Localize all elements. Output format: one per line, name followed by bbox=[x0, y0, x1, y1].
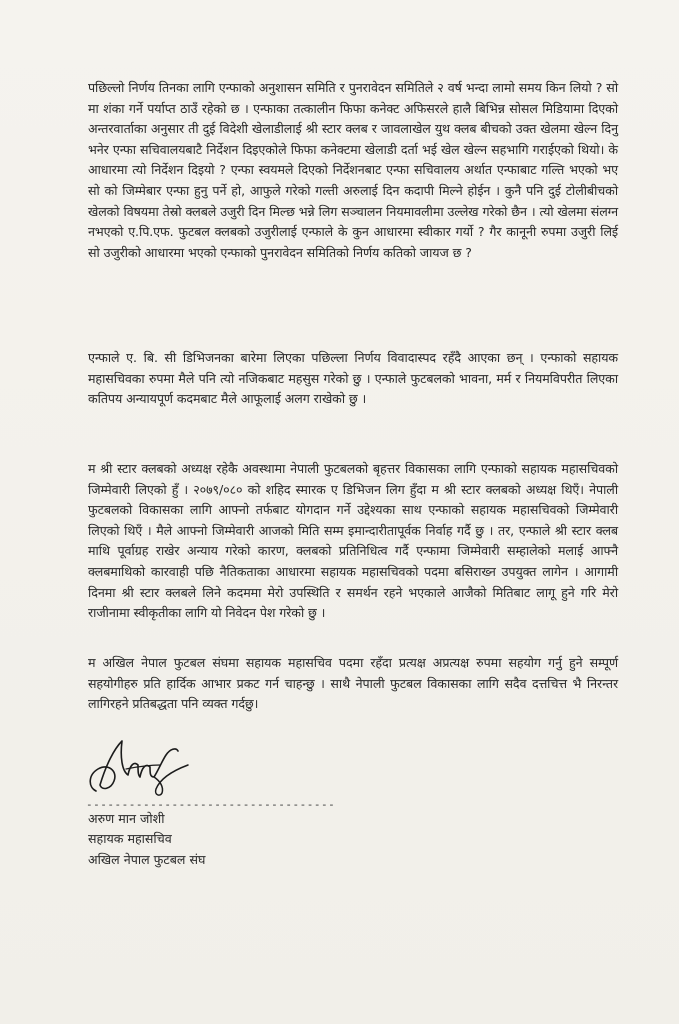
signer-organization: अखिल नेपाल फुटबल संघ bbox=[88, 852, 206, 867]
handwritten-signature-icon bbox=[84, 735, 204, 799]
signer-name: अरुण मान जोशी bbox=[88, 811, 165, 826]
paragraph-decision-question: पछिल्लो निर्णय तिनका लागि एन्फाको अनुशासन समिति र पुनरावेदन समितिले २ वर्ष भन्दा लामो समय किन लियो ? सो मा शंका गर्ने पर्याप्त ठाउँ रहेको छ । एन्फाका तत्कालीन फिफा कनेक्ट अफिसरले हालै बिभिन्न सोसल मिडियामा दिएको अन्तरवार्ताका अनुसार ती दुई विदेशी खेलाडीलाई श्री स्टार क्लब र जावलाखेल युथ क्लब बीचको उक्त खेलमा खेल्न दिनु भनेर एन्फा सचिवालयबाटै निर्देशन दिइएकोले फिफा कनेक्टमा खेलाडी दर्ता भई खेल खेल्न सहभागि गराईएको थियो। के आधारमा त्यो निर्देशन दिइयो ? एन्फा स्वयमले दिएको निर्देशनबाट एन्फा सचिवालय अर्थात एन्फाबाट गल्ति भएको भए सो को जिम्मेबार एन्फा हुनु पर्ने हो, आफुले गरेको गल्ती अरुलाई दिन कदापी मिल्ने होईन । कुनै पनि दुई टोलीबीचको खेलको विषयमा तेस्रो क्लबले उजुरी दिन मिल्छ भन्ने लिग सञ्चालन नियमावलीमा उल्लेख गरेको छैन । त्यो खेलमा संलग्न नभएको ए.पि.एफ. फुटबल क्लबको उजुरीलाई एन्फाले के कुन आधारमा स्वीकार गर्यो ? गैर कानूनी रुपमा उजुरी लिई सो उजुरीको आधारमा भएको एन्फाको पुनरावेदन समितिको निर्णय कतिको जायज छ ? bbox=[88, 80, 618, 260]
paragraph-gratitude: म अखिल नेपाल फुटबल संघमा सहायक महासचिव पदमा रहँदा प्रत्यक्ष अप्रत्यक्ष रुपमा सहयोग गर्नु हुने सम्पूर्ण सहयोगीहरु प्रति हार्दिक आभार प्रकट गर्न चाहन्छु । साथै नेपाली फुटबल विकासका लागि सदैव दत्तचित्त भै निरन्तर लागिरहने प्रतिबद्धता पनि व्यक्त गर्दछु। bbox=[88, 655, 618, 712]
paragraph-controversial-decisions: एन्फाले ए. बि. सी डिभिजनका बारेमा लिएका पछिल्ला निर्णय विवादास्पद रहँदै आएका छन् । एन्फाको सहायक महासचिवका रुपमा मैले पनि त्यो नजिकबाट महसुस गरेको छु । एन्फाले फुटबलको भावना, मर्म र नियमविपरीत लिएका कतिपय अन्यायपूर्ण कदमबाट मैले आफूलाई अलग राखेको छु । bbox=[88, 350, 618, 407]
signature-line: ----------------------------------- bbox=[86, 798, 336, 811]
paragraph-resignation-reason: म श्री स्टार क्लबको अध्यक्ष रहेकै अवस्थामा नेपाली फुटबलको बृहत्तर विकासका लागि एन्फाको सहायक महासचिवको जिम्मेवारी लिएको हुँ । २०७९/०८० को शहिद स्मारक ए डिभिजन लिग हुँदा म श्री स्टार क्लबको अध्यक्ष थिएँ। नेपाली फुटबलको विकासका लागि आफ्नो तर्फबाट योगदान गर्ने उद्देश्यका साथ एन्फाको सहायक महासचिवको जिम्मेवारी लिएको थिएँ । मैले आफ्नो जिम्मेवारी आजको मिति सम्म इमान्दारीतापूर्वक निर्वाह गर्दै छु । तर, एन्फाले श्री स्टार क्लब माथि पूर्वाग्रह राखेर अन्याय गरेको कारण, क्लबको प्रतिनिधित्व गर्दै एन्फामा जिम्मेवारी सम्हालेको मलाई आफ्नै क्लबमाथिको कारवाही पछि नैतिकताका आधारमा सहायक महासचिवको पदमा बसिराख्न उपयुक्त लागेन । आगामी दिनमा श्री स्टार क्लबले लिने कदममा मेरो उपस्थिति र समर्थन रहने भएकाले आजैको मितिबाट लागू हुने गरि मेरो राजीनामा स्वीकृतीका लागि यो निवेदन पेश गरेको छु । bbox=[88, 461, 618, 621]
signer-title: सहायक महासचिव bbox=[88, 831, 172, 846]
